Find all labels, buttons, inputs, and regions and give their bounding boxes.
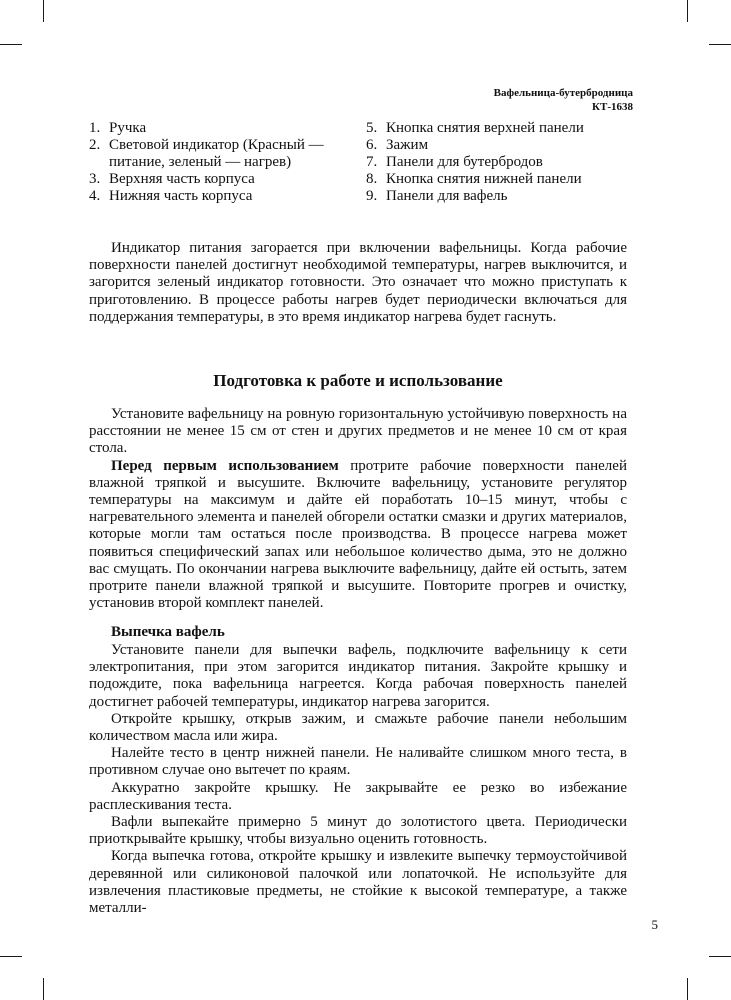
list-item-number: 3.	[89, 171, 101, 187]
crop-mark-bottom-left-v	[43, 978, 44, 1000]
prep-paragraph-rest: протрите рабочие поверхности панелей влажной тряпкой и высушите. Включите вафельницу, установите регулятор температуры на максимум и дайте ей поработать 10–15 минут, чтобы с нагревательного элемента и панелей обгорели остатки смазки и других материалов, которые могли там остаться после производства. В процессе нагрева может появиться специфический запах или небольшое количество дыма, это не должно вас смущать. По окончании нагрева выключите вафельницу, дайте ей остыть, затем протрите панели влажной тряпкой и высушите. Повторите прогрев и очистку, установив второй комплект панелей.	[89, 457, 627, 612]
list-item-text: Кнопка снятия нижней панели	[386, 171, 582, 187]
list-item-text: Зажим	[386, 137, 429, 153]
parts-list-right	[366, 120, 646, 205]
list-item-number: 9.	[366, 188, 378, 204]
running-header	[494, 86, 633, 114]
list-item	[89, 120, 349, 137]
list-item-text: Ручка	[109, 120, 147, 136]
list-item	[366, 154, 646, 171]
crop-mark-top-right-v	[687, 0, 688, 22]
list-item-number: 5.	[366, 120, 378, 136]
crop-mark-top-left-v	[43, 0, 44, 22]
list-item	[89, 137, 349, 171]
list-item	[89, 171, 349, 188]
intro-section	[89, 240, 627, 326]
list-item-number: 1.	[89, 120, 101, 136]
prep-paragraph: Установите вафельницу на ровную горизонтальную устойчивую поверхность на расстоянии не менее 15 см от стен и других предметов и не менее 10 см от края стола.	[89, 406, 627, 457]
list-item	[366, 188, 646, 205]
baking-paragraph: Аккуратно закройте крышку. Не закрывайте ее резко во избежание расплескивания теста.	[89, 779, 627, 813]
list-item-number: 2.	[89, 137, 101, 153]
intro-paragraph: Индикатор питания загорается при включении вафельницы. Когда рабочие поверхности панелей достигнут необходимой температуры, нагрев выключится, и загорится зеленый индикатор готовности. Это означает что можно приступать к приготовлению. В процессе работы нагрев будет периодически включаться для поддержания температуры, в это время индикатор нагрева будет гаснуть.	[89, 240, 627, 325]
crop-mark-top-left-h	[0, 44, 22, 45]
list-item-text: Панели для вафель	[386, 188, 508, 204]
header-product-name: Вафельница-бутербродница	[493, 87, 633, 99]
list-item	[366, 137, 646, 154]
baking-paragraph: Когда выпечка готова, откройте крышку и извлеките выпечку термоустойчивой деревянной или силиконовой палочкой или лопаточкой. Не используйте для извлечения пластиковые предметы, не стойкие к высокой температуре, а также металли-	[89, 848, 627, 917]
list-item-number: 7.	[366, 154, 378, 170]
crop-mark-top-right-h	[709, 44, 731, 45]
list-item	[89, 188, 349, 205]
section-title: Подготовка к работе и использование	[213, 371, 503, 390]
list-item-number: 8.	[366, 171, 378, 187]
crop-mark-bottom-right-v	[687, 978, 688, 1000]
baking-paragraph: Налейте тесто в центр нижней панели. Не наливайте слишком много теста, в противном случае оно вытечет по краям.	[89, 745, 627, 779]
parts-list-left	[89, 120, 349, 205]
crop-mark-bottom-right-h	[709, 956, 731, 957]
bold-phrase: Перед первым использованием	[111, 457, 339, 474]
prep-paragraph	[89, 458, 627, 613]
list-item	[366, 171, 646, 188]
list-item-text: Нижняя часть корпуса	[109, 188, 253, 204]
list-item-number: 4.	[89, 188, 101, 204]
list-item-text: Верхняя часть корпуса	[109, 171, 255, 187]
baking-paragraph: Откройте крышку, открыв зажим, и смажьте рабочие панели небольшим количеством масла или жира.	[89, 710, 627, 745]
list-item-number: 6.	[366, 137, 378, 153]
preparation-section	[89, 406, 627, 612]
baking-paragraph: Установите панели для выпечки вафель, подключите вафельницу к сети электропитания, при этом загорится индикатор питания. Закройте крышку и подождите, пока вафельница нагреется. Когда рабочая поверхность панелей достигнет рабочей температуры, индикатор нагрева загорится.	[89, 642, 627, 710]
header-model: КТ-1638	[592, 101, 633, 113]
list-item	[366, 120, 646, 137]
list-item-text: Панели для бутербродов	[386, 154, 543, 170]
baking-paragraph: Вафли выпекайте примерно 5 минут до золотистого цвета. Периодически приоткрывайте крышку, чтобы визуально оценить готовность.	[89, 814, 627, 848]
list-item-text: Световой индикатор (Красный — питание, зеленый — нагрев)	[109, 137, 324, 170]
baking-subheading: Выпечка вафель	[111, 624, 225, 640]
page-number: 5	[651, 917, 658, 932]
list-item-text: Кнопка снятия верхней панели	[386, 120, 584, 136]
baking-section	[89, 642, 627, 917]
crop-mark-bottom-left-h	[0, 956, 22, 957]
